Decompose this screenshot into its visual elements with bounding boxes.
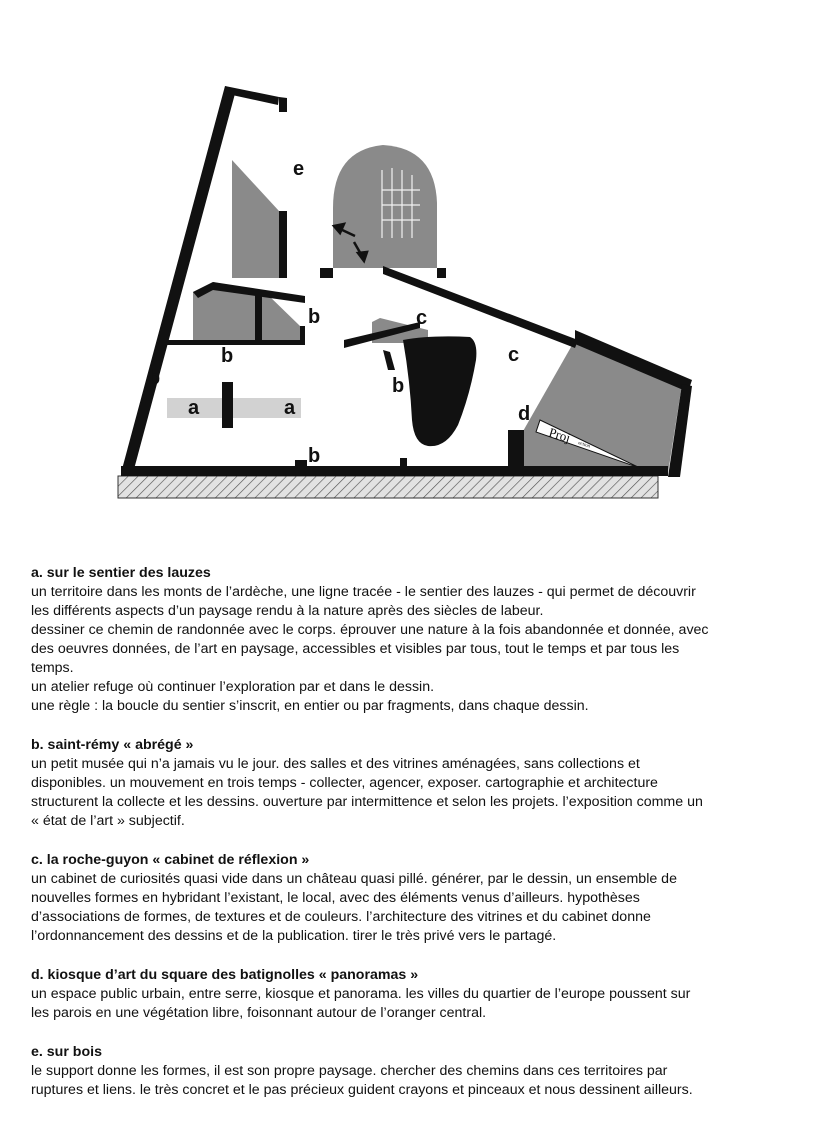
section-line: d’associations de formes, de textures et de couleurs. l’architecture des vitrines et du cabinet donne — [31, 909, 651, 925]
section-line: « état de l’art » subjectif. — [31, 813, 185, 829]
section-line: nouvelles formes en hybridant l’existant, le local, avec des éléments venus d’ailleurs. hypothèses — [31, 890, 640, 906]
projector-label-small: ection — [577, 441, 591, 450]
section-d — [31, 966, 806, 1023]
central-vitrine — [403, 336, 476, 446]
label-c-right: c — [508, 344, 520, 366]
label-b-upper: b — [308, 306, 321, 328]
section-line: temps. — [31, 660, 74, 676]
label-d: d — [518, 403, 531, 425]
section-line: le support donne les formes, il est son propre paysage. chercher des chemins dans ces territoires par — [31, 1063, 668, 1079]
label-a-right: a — [284, 397, 296, 419]
section-title: c. la roche-guyon « cabinet de réflexion » — [31, 852, 310, 868]
section-line: un petit musée qui n’a jamais vu le jour. des salles et des vitrines aménagées, sans collections et — [31, 756, 640, 772]
label-a-left: a — [188, 397, 200, 419]
label-b-left: b — [148, 367, 161, 389]
section-line: un atelier refuge où continuer l’exploration par et dans le dessin. — [31, 679, 435, 695]
label-b-center: b — [392, 375, 405, 397]
section-line: un territoire dans les monts de l’ardèche, une ligne tracée - le sentier des lauzes - qui permet de découvrir — [31, 584, 696, 600]
section-line: l’ordonnancement des dessins et de la publication. tirer le très privé vers le partagé. — [31, 928, 557, 944]
section-line: une règle : la boucle du sentier s’inscrit, en entier ou par fragments, dans chaque dessin. — [31, 698, 589, 714]
section-title: b. saint-rémy « abrégé » — [31, 737, 194, 753]
section-line: les différents aspects d’un paysage rendu à la nature après des siècles de labeur. — [31, 603, 544, 619]
section-a — [31, 564, 806, 716]
section-line: dessiner ce chemin de randonnée avec le corps. éprouver une nature à la fois abandonnée et donnée, avec — [31, 622, 709, 638]
floor-plan — [0, 0, 834, 540]
section-line: les parois en une végétation libre, foisonnant autour de l’oranger central. — [31, 1005, 487, 1021]
projector-label: Proj — [547, 424, 573, 446]
section-title: d. kiosque d’art du square des batignolles « panoramas » — [31, 967, 419, 983]
section-title: e. sur bois — [31, 1044, 102, 1060]
section-b — [31, 736, 806, 831]
section-title: a. sur le sentier des lauzes — [31, 565, 211, 581]
section-line: des oeuvres données, de l’art en paysage, accessibles et visibles par tous, tout le temps et par tous les — [31, 641, 680, 657]
a-divider — [222, 382, 233, 428]
label-e: e — [293, 158, 305, 180]
section-line: un espace public urbain, entre serre, kiosque et panorama. les villes du quartier de l’europe poussent sur — [31, 986, 691, 1002]
section-line: ruptures et liens. le très concret et le pas précieux guident crayons et pinceaux et nous dessinent ailleurs. — [31, 1082, 693, 1098]
label-b-mid: b — [221, 345, 234, 367]
descriptions — [31, 564, 806, 1120]
section-e — [31, 1043, 806, 1100]
section-line: un cabinet de curiosités quasi vide dans un château quasi pillé. générer, par le dessin, un ensemble de — [31, 871, 677, 887]
label-b-bottom: b — [308, 445, 321, 467]
section-line: structurent la collecte et les dessins. ouverture par intermittence et selon les projets. l’exposition comme un — [31, 794, 703, 810]
ground-strip — [118, 476, 658, 498]
label-c-upper: c — [416, 307, 428, 329]
section-line: disponibles. un mouvement en trois temps - collecter, agencer, exposer. cartographie et architecture — [31, 775, 658, 791]
section-c — [31, 851, 806, 946]
